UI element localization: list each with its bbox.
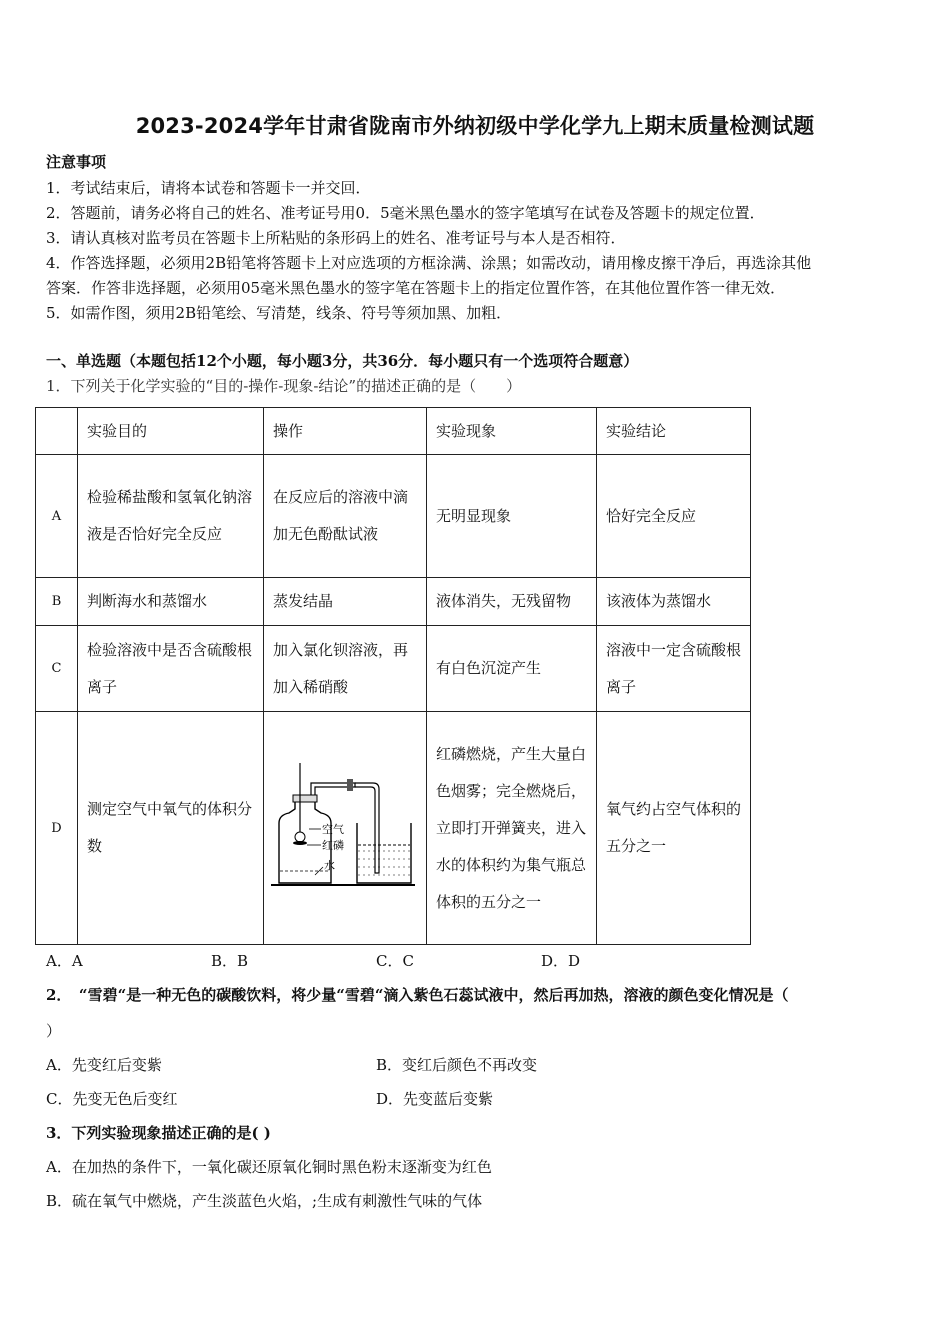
row-conclusion: 溶液中一定含硫酸根离子: [597, 626, 751, 712]
header-operation: 操作: [264, 408, 427, 455]
row-phenomenon: 液体消失，无残留物: [427, 578, 597, 626]
row-conclusion: 恰好完全反应: [597, 455, 751, 578]
header-blank: [36, 408, 78, 455]
notice-section: [46, 152, 916, 326]
question-3-choice-a[interactable]: A．在加热的条件下，一氧化碳还原氧化铜时黑色粉末逐渐变为红色: [46, 1158, 492, 1176]
apparatus-diagram: [265, 753, 425, 903]
choice-b[interactable]: B．B: [211, 952, 249, 970]
header-purpose: 实验目的: [78, 408, 264, 455]
row-operation-diagram: [264, 712, 427, 945]
question-2-stem: 2． “雪碧“是一种无色的碳酸饮料，将少量“雪碧“滴入紫色石蕊试液中，然后再加热，溶液的颜色变化情况是（: [46, 986, 789, 1004]
row-conclusion: 该液体为蒸馏水: [597, 578, 751, 626]
diagram-label-water: 水: [324, 859, 335, 872]
row-option-letter: C: [36, 626, 78, 712]
question-2-stem-end: ）: [46, 1022, 62, 1040]
row-purpose: 检验稀盐酸和氢氧化钠溶液是否恰好完全反应: [78, 455, 264, 578]
question-1-stem: 1．下列关于化学实验的“目的-操作-现象-结论”的描述正确的是（ ）: [46, 377, 522, 395]
question-3-stem: 3．下列实验现象描述正确的是( ): [46, 1124, 271, 1142]
row-purpose: 检验溶液中是否含硫酸根离子: [78, 626, 264, 712]
notice-item: 4．作答选择题，必须用2B铅笔将答题卡上对应选项的方框涂满、涂黑；如需改动，请用橡皮擦干净后，再选涂其他: [46, 254, 812, 272]
row-option-letter: B: [36, 578, 78, 626]
row-operation: 加入氯化钡溶液，再加入稀硝酸: [264, 626, 427, 712]
diagram-label-phosphorus: 红磷: [322, 839, 344, 852]
section-heading: 一、单选题（本题包括12个小题，每小题3分，共36分．每小题只有一个选项符合题意）: [46, 352, 639, 370]
choice-a[interactable]: A．先变红后变紫: [46, 1056, 162, 1074]
table-header-row: [36, 408, 751, 455]
notice-item: 答案．作答非选择题，必须用05毫米黑色墨水的签字笔在答题卡上的指定位置作答，在其他位置作答一律无效．: [46, 279, 786, 297]
question-3-choice-b[interactable]: B．硫在氧气中燃烧，产生淡蓝色火焰，;生成有刺激性气味的气体: [46, 1192, 483, 1210]
notice-item: 3．请认真核对监考员在答题卡上所粘贴的条形码上的姓名、准考证号与本人是否相符．: [46, 229, 626, 247]
choice-d[interactable]: D．D: [541, 952, 581, 970]
choice-d[interactable]: D．先变蓝后变紫: [376, 1090, 494, 1108]
notice-item: 1．考试结束后，请将本试卷和答题卡一并交回．: [46, 179, 371, 197]
row-option-letter: A: [36, 455, 78, 578]
row-conclusion: 氧气约占空气体积的五分之一: [597, 712, 751, 945]
notice-item: 2．答题前，请务必将自己的姓名、准考证号用0．5毫米黑色墨水的签字笔填写在试卷及答题卡的规定位置．: [46, 204, 765, 222]
choice-c[interactable]: C．先变无色后变红: [46, 1090, 178, 1108]
row-phenomenon: 无明显现象: [427, 455, 597, 578]
table-row: [36, 578, 751, 626]
row-phenomenon: 红磷燃烧，产生大量白色烟雾；完全燃烧后，立即打开弹簧夹，进入水的体积约为集气瓶总体积的五分之一: [427, 712, 597, 945]
table-row: [36, 455, 751, 578]
row-purpose: 判断海水和蒸馏水: [78, 578, 264, 626]
experiment-table: [35, 407, 751, 945]
row-phenomenon: 有白色沉淀产生: [427, 626, 597, 712]
row-operation: 在反应后的溶液中滴加无色酚酞试液: [264, 455, 427, 578]
notice-heading: 注意事项: [46, 153, 107, 171]
table-row: [36, 626, 751, 712]
choice-a[interactable]: A．A: [46, 952, 83, 970]
choice-c[interactable]: C．C: [376, 952, 414, 970]
header-phenomenon: 实验现象: [427, 408, 597, 455]
table-row: [36, 712, 751, 945]
notice-item: 5．如需作图，须用2B铅笔绘、写清楚，线条、符号等须加黑、加粗．: [46, 304, 512, 322]
header-conclusion: 实验结论: [597, 408, 751, 455]
row-option-letter: D: [36, 712, 78, 945]
diagram-label-air: 空气: [322, 823, 344, 836]
page-title: 2023-2024学年甘肃省陇南市外纳初级中学化学九上期末质量检测试题: [135, 114, 815, 138]
row-purpose: 测定空气中氧气的体积分数: [78, 712, 264, 945]
row-operation: 蒸发结晶: [264, 578, 427, 626]
choice-b[interactable]: B．变红后颜色不再改变: [376, 1056, 538, 1074]
